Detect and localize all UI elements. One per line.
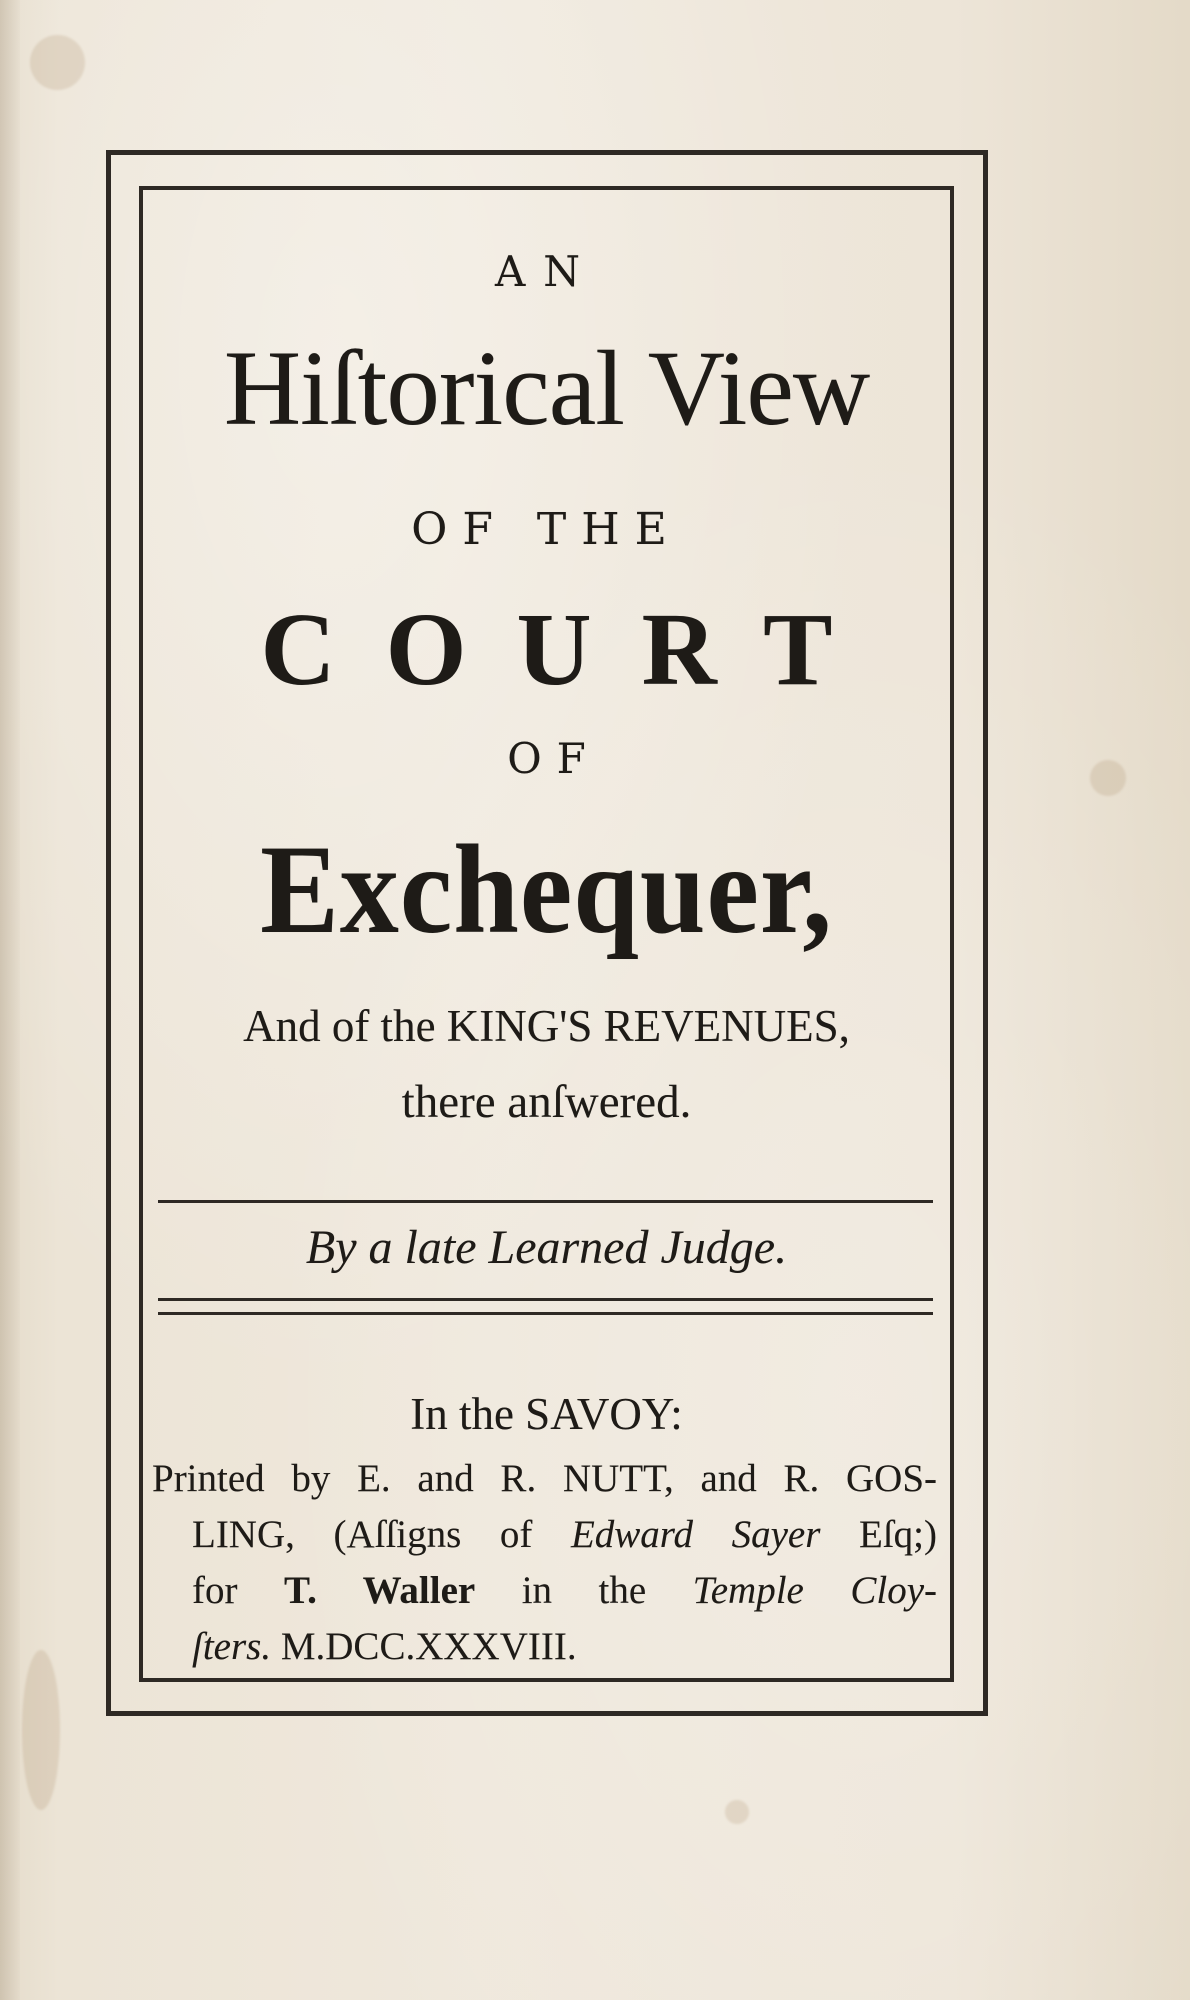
title-historical-view: Hiſtorical View xyxy=(223,330,870,448)
imprint-line-4 xyxy=(192,1619,712,1675)
foxing-spot xyxy=(725,1800,749,1824)
imprint-line-1 xyxy=(152,1451,937,1507)
imprint-in-the: in the xyxy=(475,1569,693,1612)
foxing-spot xyxy=(1090,760,1126,796)
title-kings-revenues: And of the KING'S REVENUES, xyxy=(243,1001,850,1051)
imprint-sters: ſters. xyxy=(192,1625,272,1668)
imprint-line-2 xyxy=(192,1507,937,1563)
rule-below-byline xyxy=(158,1298,933,1301)
author-byline: By a late Learned Judge. xyxy=(305,1221,788,1274)
imprint-line-3 xyxy=(192,1563,937,1619)
imprint-place: In the SAVOY: xyxy=(410,1389,683,1439)
title-an: AN xyxy=(494,247,599,296)
imprint-assigns-text: LING, (Aſſigns of xyxy=(192,1513,571,1556)
title-exchequer: Exchequer, xyxy=(260,818,833,961)
foxing-spot xyxy=(30,35,85,90)
imprint-t-waller: T. Waller xyxy=(283,1569,476,1612)
page-shadow-edge xyxy=(0,0,20,2000)
imprint-date: M.DCC.XXXVIII. xyxy=(271,1625,577,1668)
title-there-answered: there anſwered. xyxy=(401,1076,692,1128)
rule-below-byline-second xyxy=(158,1312,933,1315)
foxing-spot xyxy=(22,1650,60,1810)
imprint-esq: Eſq;) xyxy=(820,1513,937,1556)
title-court: COURT xyxy=(260,592,883,707)
imprint-temple-cloy: Temple Cloy- xyxy=(692,1569,937,1612)
imprint-printers: Printed by E. and R. NUTT, and R. GOS- xyxy=(152,1457,937,1500)
title-of: OF xyxy=(507,734,601,783)
title-of-the: OF THE xyxy=(411,504,682,555)
rule-above-byline xyxy=(158,1200,933,1203)
imprint-edward-sayer: Edward Sayer xyxy=(570,1513,821,1556)
imprint-for: for xyxy=(192,1569,284,1612)
